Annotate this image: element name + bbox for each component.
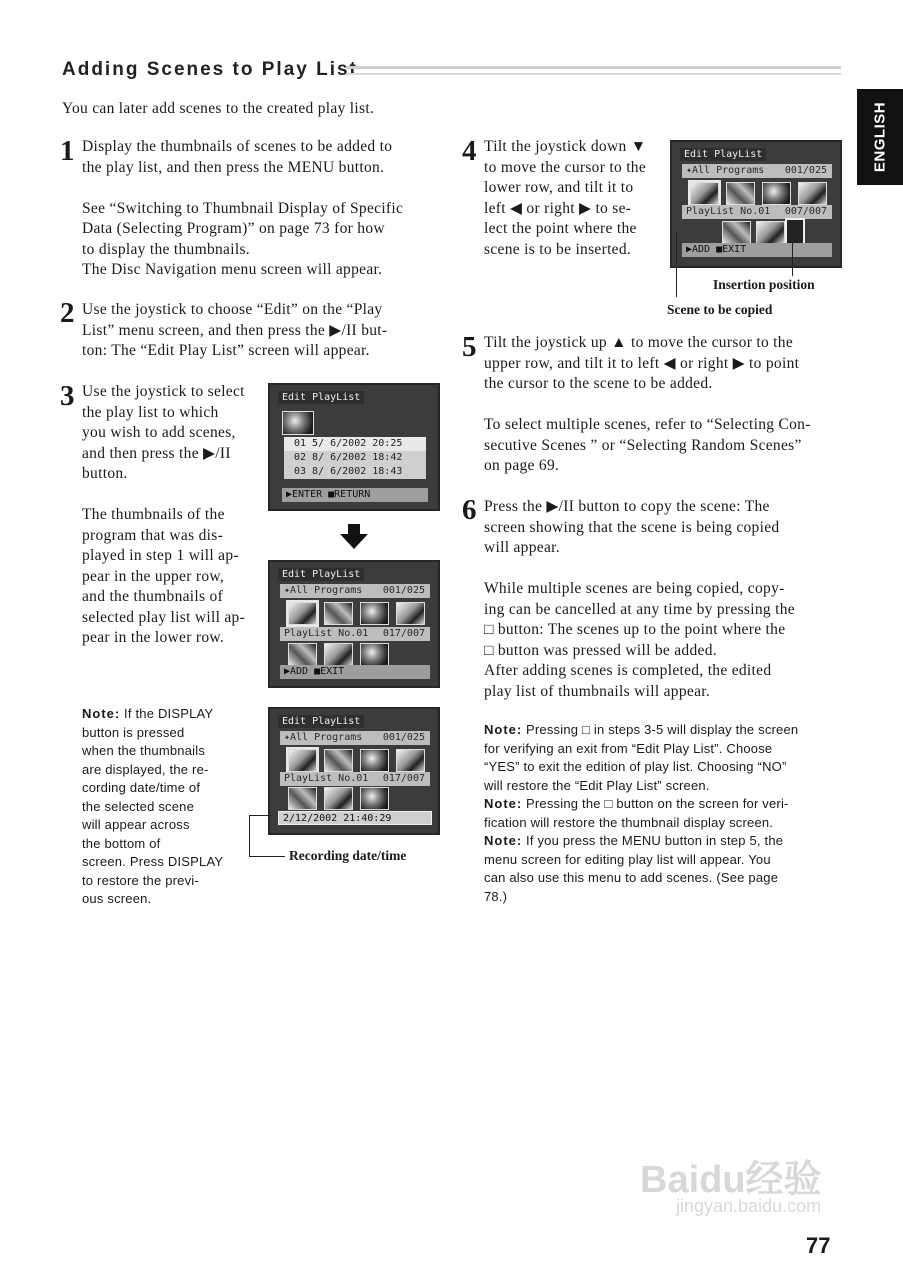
screen-bottom-bar: ▶ENTER ■RETURN	[282, 488, 428, 502]
step-3-line: you wish to add scenes,	[82, 424, 236, 441]
note-line: will restore the “Edit Play List” screen.	[484, 777, 710, 793]
step-4-number: 4	[462, 135, 477, 167]
note-line	[82, 705, 232, 724]
spacer	[82, 485, 262, 506]
screen-edit-playlist-select	[268, 383, 440, 511]
screen-title: Edit PlayList	[278, 715, 364, 728]
note-line: can also use this menu to add scenes. (See page	[484, 870, 779, 885]
note-line: the bottom of	[82, 835, 161, 851]
bar-count: 017/007	[382, 628, 425, 639]
scene-thumbnail	[396, 749, 425, 772]
step-5-line: the cursor to the scene to be added.	[484, 375, 713, 392]
bar-label: ✦All Programs	[686, 165, 765, 176]
note-line: menu screen for editing play list will appear. You	[484, 851, 771, 867]
playlist-row: 03 8/ 6/2002 18:43	[284, 465, 426, 479]
step-3-line: the play list to which	[82, 403, 219, 421]
step-6-line: Press the ▶/II button to copy the scene: The	[484, 498, 770, 515]
scene-thumbnail	[324, 643, 353, 666]
leader-line	[249, 856, 285, 857]
spacer	[82, 178, 439, 199]
note-display	[82, 705, 232, 909]
note-line: when the thumbnails	[82, 743, 206, 758]
screen-bottom-bar: ▶ADD ■EXIT	[682, 243, 832, 257]
scene-thumbnail	[360, 643, 389, 666]
scene-thumbnail	[360, 749, 389, 772]
leader-line	[249, 815, 250, 857]
note-line: ous screen.	[82, 891, 152, 906]
step-3-line: played in step 1 will ap-	[82, 547, 239, 564]
note-line: fication will restore the thumbnail display screen.	[484, 814, 774, 830]
recording-date-display: 2/12/2002 21:40:29	[278, 811, 432, 825]
note-label: Note:	[484, 722, 523, 737]
step-3-line: button.	[82, 465, 128, 482]
step-4-line: Tilt the joystick down ▼	[484, 138, 647, 155]
caption-scene-copied: Scene to be copied	[667, 302, 773, 317]
step-4-text	[484, 137, 664, 260]
note-line: screen. Press DISPLAY	[82, 854, 224, 869]
step-6-text	[484, 497, 841, 702]
note-text: If you press the MENU button in step 5, the	[522, 833, 784, 848]
note-line	[484, 832, 841, 851]
step-2-number: 2	[60, 297, 75, 329]
step-1-line: to display the thumbnails.	[82, 240, 250, 258]
section-heading: Adding Scenes to Play List	[62, 59, 358, 80]
screen-edit-playlist-thumbnails	[268, 560, 440, 688]
scene-thumbnail	[324, 787, 353, 810]
playlist-bar	[682, 205, 832, 219]
bar-label: PlayList No.01	[284, 773, 369, 784]
scene-thumbnail	[798, 182, 827, 205]
step-6-line: ing can be cancelled at any time by pressing the	[484, 600, 795, 618]
page-number: 77	[806, 1233, 831, 1258]
note-line: button is pressed	[82, 724, 185, 740]
playlist-row: 02 8/ 6/2002 18:42	[284, 451, 426, 465]
step-3-line: program that was dis-	[82, 526, 224, 544]
scene-thumbnail	[762, 182, 791, 205]
step-3-line: pear in the upper row,	[82, 567, 225, 585]
step-3-line: and then press the ▶/II	[82, 444, 231, 462]
step-6-number: 6	[462, 494, 477, 526]
bar-label: PlayList No.01	[284, 628, 369, 639]
step-3-line: Use the joystick to select	[82, 383, 245, 400]
scene-thumbnail	[756, 221, 785, 244]
step-4-line: lower row, and tilt it to	[484, 179, 634, 196]
note-text: Pressing □ in steps 3-5 will display the screen	[522, 722, 799, 737]
heading-rule	[346, 66, 841, 75]
step-3-line: pear in the lower row.	[82, 629, 225, 646]
note-line: to restore the previ-	[82, 872, 199, 888]
step-3-line: selected play list will ap-	[82, 608, 246, 626]
notes-right	[484, 721, 841, 906]
scene-thumbnail	[324, 749, 353, 772]
note-line: are displayed, the re-	[82, 761, 209, 777]
bar-count: 001/025	[382, 585, 425, 596]
step-4-line: left ◀ or right ▶ to se-	[484, 199, 632, 217]
intro-text: You can later add scenes to the created play list.	[62, 100, 375, 117]
screen-recording-date	[268, 707, 440, 835]
spacer	[484, 395, 841, 416]
step-5-line: on page 69.	[484, 457, 560, 474]
note-line: cording date/time of	[82, 780, 201, 795]
bar-label: ✦All Programs	[284, 585, 363, 596]
watermark-brand: Baidu经验	[640, 1159, 822, 1201]
step-1-number: 1	[60, 135, 75, 167]
step-6-line: screen showing that the scene is being copied	[484, 518, 780, 536]
scene-thumbnail	[324, 602, 353, 625]
note-line: 78.)	[484, 888, 508, 904]
step-6-line: will appear.	[484, 539, 560, 556]
note-line: “YES” to exit the edition of play list. Choosing “NO”	[484, 759, 787, 774]
playlist-row: 01 5/ 6/2002 20:25	[284, 437, 426, 451]
caption-insertion-position: Insertion position	[713, 277, 815, 292]
step-5-text	[484, 333, 841, 477]
screen-bottom-bar: ▶ADD ■EXIT	[280, 665, 430, 679]
bar-count: 001/025	[784, 165, 827, 176]
step-5-line: To select multiple scenes, refer to “Selecting Con-	[484, 416, 811, 433]
step-6-line: □ button: The scenes up to the point where the	[484, 621, 786, 638]
step-5-number: 5	[462, 331, 477, 363]
scene-thumbnail	[726, 182, 755, 205]
step-1-line: the play list, and then press the MENU button.	[82, 158, 385, 176]
scene-thumbnail	[288, 787, 317, 810]
scene-thumbnail	[360, 787, 389, 810]
note-line	[484, 795, 841, 814]
leader-line	[792, 238, 793, 276]
note-line	[484, 721, 841, 740]
scene-thumbnail	[288, 602, 317, 625]
step-1-line: The Disc Navigation menu screen will appear.	[82, 261, 383, 278]
watermark-url: jingyan.baidu.com	[676, 1196, 822, 1216]
screen-insertion-point	[670, 140, 842, 268]
screen-title: Edit PlayList	[680, 148, 766, 161]
playlist-thumbnail	[282, 411, 314, 435]
note-line: for verifying an exit from “Edit Play List”. Choose	[484, 740, 773, 756]
step-1-line: Data (Selecting Program)” on page 73 for how	[82, 220, 385, 237]
all-programs-bar	[280, 584, 430, 598]
note-text: Pressing the □ button on the screen for veri-	[522, 796, 789, 811]
step-4-line: scene is to be inserted.	[484, 240, 632, 258]
playlist-bar	[280, 627, 430, 641]
bar-count: 017/007	[382, 773, 425, 784]
playlist-bar	[280, 772, 430, 786]
step-1-line: Display the thumbnails of scenes to be added to	[82, 138, 393, 155]
step-2-text	[82, 300, 439, 362]
insertion-cursor	[785, 218, 805, 246]
note-line: the selected scene	[82, 798, 195, 814]
scene-thumbnail	[396, 602, 425, 625]
step-6-line: While multiple scenes are being copied, copy-	[484, 580, 785, 597]
scene-thumbnail	[690, 182, 719, 205]
scene-thumbnail	[722, 221, 751, 244]
bar-count: 007/007	[784, 206, 827, 217]
note-label: Note:	[484, 796, 523, 811]
step-2-line: List” menu screen, and then press the ▶/II but-	[82, 321, 388, 339]
step-1-text	[82, 137, 439, 281]
scene-thumbnail	[288, 749, 317, 772]
language-tab	[857, 89, 903, 185]
step-1-line: See “Switching to Thumbnail Display of Specific	[82, 199, 404, 217]
step-6-line: □ button was pressed will be added.	[484, 641, 717, 659]
step-2-line: ton: The “Edit Play List” screen will appear.	[82, 342, 370, 359]
step-5-line: secutive Scenes ” or “Selecting Random Scenes”	[484, 436, 802, 454]
step-3-line: The thumbnails of the	[82, 506, 225, 523]
leader-line	[676, 232, 677, 297]
step-4-line: lect the point where the	[484, 220, 637, 237]
scene-thumbnail	[288, 643, 317, 666]
step-6-line: play list of thumbnails will appear.	[484, 682, 711, 700]
screen-title: Edit PlayList	[278, 391, 364, 404]
bar-count: 001/025	[382, 732, 425, 743]
step-3-number: 3	[60, 380, 75, 412]
step-6-line: After adding scenes is completed, the edited	[484, 662, 772, 679]
caption-recording-date: Recording date/time	[289, 848, 407, 863]
bar-label: PlayList No.01	[686, 206, 771, 217]
note-line: will appear across	[82, 817, 190, 832]
step-5-line: upper row, and tilt it to left ◀ or right ▶ to point	[484, 354, 800, 372]
step-3-line: and the thumbnails of	[82, 588, 224, 605]
step-3-text	[82, 382, 262, 649]
all-programs-bar	[280, 731, 430, 745]
all-programs-bar	[682, 164, 832, 178]
step-2-line: Use the joystick to choose “Edit” on the “Play	[82, 301, 383, 318]
down-arrow-icon	[338, 524, 370, 550]
leader-line	[249, 815, 271, 816]
step-4-line: to move the cursor to the	[484, 158, 647, 176]
language-tab-label: ENGLISH	[871, 101, 889, 173]
screen-title: Edit PlayList	[278, 568, 364, 581]
scene-thumbnail	[360, 602, 389, 625]
bar-label: ✦All Programs	[284, 732, 363, 743]
note-label: Note:	[82, 706, 121, 721]
note-label: Note:	[484, 833, 523, 848]
step-5-line: Tilt the joystick up ▲ to move the cursor to the	[484, 334, 794, 351]
note-text: If the DISPLAY	[120, 706, 214, 721]
spacer	[484, 559, 841, 580]
